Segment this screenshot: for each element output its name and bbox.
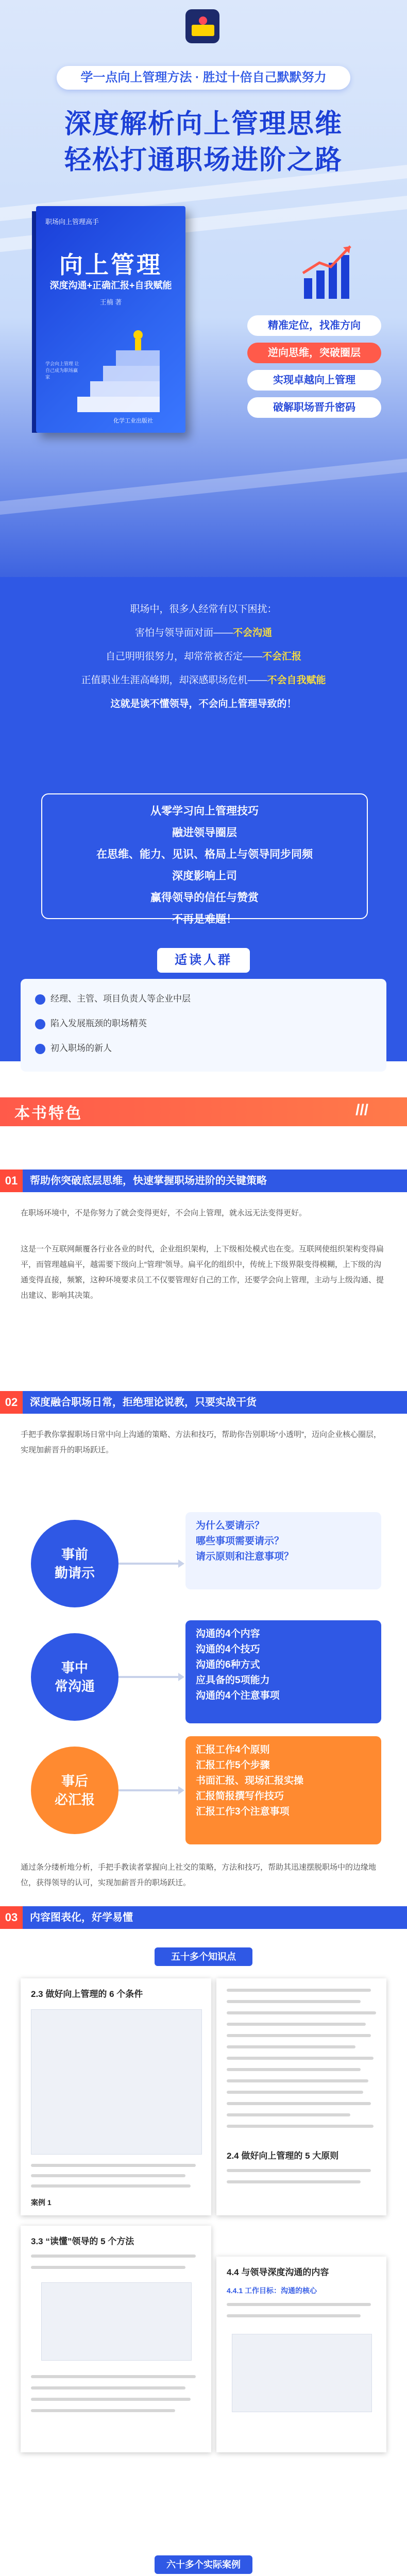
intro-line-emphasis: 不会自我赋能 bbox=[267, 675, 326, 686]
intro-line-text: 正值职业生涯高峰期，却深感职场危机—— bbox=[81, 675, 267, 686]
info-line: 应具备的5项能力 bbox=[196, 1675, 270, 1686]
sample-page-heading: 4.4 与领导深度沟通的内容 bbox=[227, 2267, 329, 2277]
book-blurb: 学会向上管理 让自己成为职场赢家 bbox=[45, 361, 79, 380]
reader-label: 经理、主管、项目负责人等企业中层 bbox=[50, 994, 191, 1004]
book-cover bbox=[36, 206, 185, 433]
brand-logo-icon bbox=[185, 9, 219, 43]
skill-line: 赢得领导的信任与赞赏 bbox=[150, 892, 259, 904]
features-label: 本书特色 bbox=[14, 1105, 82, 1122]
section-2-para-1: 手把手教你掌握职场日常中向上沟通的策略、方法和技巧，帮助你告别职场“小透明”，迈向企业核心圈层，实现加薪晋升的职场跃迁。 bbox=[21, 1430, 381, 1454]
sample-figure bbox=[41, 2282, 192, 2361]
text-line bbox=[31, 2164, 196, 2167]
intro-line-text: 自己明明很努力，却常常被否定—— bbox=[105, 651, 262, 662]
skill-line: 在思维、能力、见识、格局上与领导同步同频 bbox=[96, 849, 313, 860]
book-subtitle: 深度沟通+正确汇报+自我赋能 bbox=[49, 280, 172, 291]
hero-stripe bbox=[0, 453, 407, 519]
text-line bbox=[227, 2303, 371, 2306]
info-line: 为什么要请示？ bbox=[196, 1520, 265, 1531]
info-line: 请示原则和注意事项？ bbox=[196, 1551, 294, 1562]
sample-page bbox=[21, 2226, 211, 2452]
hero-pill: 精准定位，找准方向 bbox=[247, 315, 381, 336]
intro-line bbox=[0, 669, 407, 692]
circle-line: 事后 bbox=[61, 1773, 88, 1789]
features-slashes: /// bbox=[355, 1101, 369, 1118]
text-line bbox=[31, 2184, 191, 2188]
stage-info-after bbox=[185, 1736, 381, 1844]
features-header bbox=[0, 1087, 407, 1164]
text-line bbox=[31, 2398, 191, 2401]
sample-case-label: 案例 1 bbox=[31, 2198, 52, 2207]
info-line: 哪些事项需要请示？ bbox=[196, 1536, 284, 1547]
book-publisher: 化学工业出版社 bbox=[113, 418, 153, 424]
text-line bbox=[31, 2386, 185, 2389]
circle-line: 勤请示 bbox=[54, 1565, 95, 1581]
info-line: 汇报工作3个注意事项 bbox=[196, 1806, 290, 1817]
circle-line: 事前 bbox=[61, 1547, 88, 1562]
reader-item bbox=[35, 1016, 147, 1029]
reader-label: 陷入发展瓶颈的职场精英 bbox=[50, 1019, 147, 1028]
intro-line-text: 害怕与领导面对面—— bbox=[134, 628, 233, 638]
hero-pill-list bbox=[247, 315, 381, 425]
text-line bbox=[227, 1989, 371, 1992]
skills-list bbox=[42, 801, 367, 930]
text-line bbox=[227, 2000, 361, 2003]
text-line bbox=[227, 2034, 371, 2037]
text-line bbox=[31, 2266, 185, 2269]
hero-section bbox=[0, 0, 407, 577]
info-line: 沟通的6种方式 bbox=[196, 1659, 260, 1670]
cases-title: 六十多个实际案例 bbox=[155, 2555, 252, 2574]
text-line bbox=[227, 2079, 368, 2082]
section-number: 02 bbox=[0, 1391, 23, 1414]
intro-lines bbox=[0, 598, 407, 716]
text-line bbox=[227, 2180, 361, 2183]
text-line bbox=[31, 2255, 196, 2258]
section-header-1 bbox=[0, 1170, 407, 1194]
book-author: 王楠 著 bbox=[99, 298, 122, 306]
skill-line: 不再是难题！ bbox=[172, 913, 237, 925]
skill-line: 深度影响上司 bbox=[172, 870, 237, 882]
text-line bbox=[227, 2045, 355, 2048]
intro-line: 职场中，很多人经常有以下困扰： bbox=[130, 604, 277, 615]
person-icon bbox=[35, 1044, 45, 1054]
arrow-icon bbox=[118, 1789, 180, 1791]
section-1-para-2: 这是一个互联网颠覆各行业各业的时代，企业组织架构，上下级相处模式也在变。互联网使组织架构变得扁平，而管理越扁平，越需要下级向上“管理”领导。扁平化的组织中，传统上下级界限变得模糊，上下级的沟通变得直接，频繁，这种环境要求员工不仅要管理好自己的工作，还要学会向上管理，主动与上级沟通、提出建议、影响其决策。 bbox=[21, 1245, 384, 1300]
sample-page bbox=[216, 2257, 386, 2452]
intro-section bbox=[0, 577, 407, 948]
reader-item bbox=[35, 1041, 112, 1054]
info-line: 沟通的4个技巧 bbox=[196, 1644, 260, 1655]
intro-line bbox=[0, 621, 407, 645]
section-header-3 bbox=[0, 1906, 407, 1931]
sample-page-heading: 2.4 做好向上管理的 5 大原则 bbox=[227, 2151, 339, 2161]
sample-page bbox=[216, 1978, 386, 2215]
skills-box bbox=[41, 793, 368, 925]
sample-figure bbox=[232, 2334, 372, 2412]
info-line: 汇报工作4个原则 bbox=[196, 1744, 270, 1755]
info-line: 沟通的4个内容 bbox=[196, 1629, 260, 1639]
intro-line bbox=[0, 645, 407, 669]
person-icon bbox=[35, 994, 45, 1005]
book-tag: 职场向上管理高手 bbox=[45, 218, 99, 226]
samples-title: 五十多个知识点 bbox=[155, 1947, 252, 1966]
text-line bbox=[227, 2102, 371, 2105]
circle-line: 必汇报 bbox=[54, 1792, 95, 1807]
readers-title: 适读人群 bbox=[157, 948, 250, 973]
skill-line: 融进领导圈层 bbox=[172, 827, 237, 839]
hero-headline-1: 深度解析向上管理思维 bbox=[64, 109, 343, 139]
growth-chart-icon bbox=[299, 242, 355, 304]
info-line: 书面汇报、现场汇报实操 bbox=[196, 1775, 304, 1786]
book-title: 向上管理 bbox=[59, 251, 162, 278]
intro-line-emphasis: 不会汇报 bbox=[262, 651, 302, 662]
text-line bbox=[227, 2125, 374, 2128]
text-line bbox=[227, 2314, 361, 2317]
sample-figure bbox=[31, 2009, 202, 2155]
section-title: 帮助你突破底层思维，快速掌握职场进阶的关键策略 bbox=[23, 1170, 407, 1192]
sample-page bbox=[21, 1978, 211, 2215]
info-line: 汇报简报撰写作技巧 bbox=[196, 1791, 284, 1802]
stage-info-before bbox=[185, 1512, 381, 1589]
text-line bbox=[31, 2375, 196, 2378]
hero-headline-2: 轻松打通职场进阶之路 bbox=[64, 145, 343, 175]
info-line: 汇报工作5个步骤 bbox=[196, 1760, 270, 1771]
reader-label: 初入职场的新人 bbox=[50, 1043, 112, 1053]
text-line bbox=[31, 2409, 175, 2412]
text-line bbox=[227, 2057, 374, 2060]
stage-info-during bbox=[185, 1620, 381, 1723]
hero-pill: 实现卓越向上管理 bbox=[247, 370, 381, 391]
reader-item bbox=[35, 991, 191, 1005]
circle-line: 事中 bbox=[61, 1660, 88, 1675]
person-icon bbox=[35, 1019, 45, 1029]
stairs-illustration-icon bbox=[77, 325, 160, 412]
section-number: 03 bbox=[0, 1906, 23, 1929]
text-line bbox=[227, 2091, 363, 2094]
text-line bbox=[227, 2023, 366, 2026]
info-line: 沟通的4个注意事项 bbox=[196, 1690, 280, 1701]
intro-line-emphasis: 不会沟通 bbox=[233, 628, 273, 638]
text-line bbox=[227, 2068, 361, 2071]
text-line bbox=[227, 2169, 371, 2172]
sample-page-heading: 2.3 做好向上管理的 6 个条件 bbox=[31, 1989, 143, 1999]
sample-subheading: 4.4.1 工作目标：沟通的核心 bbox=[227, 2286, 317, 2295]
section-title: 内容图表化，好学易懂 bbox=[23, 1906, 407, 1929]
readers-box bbox=[21, 979, 386, 1072]
section-number: 01 bbox=[0, 1170, 23, 1192]
text-line bbox=[227, 2011, 376, 2014]
readers-section bbox=[0, 948, 407, 1061]
section-1-para-1: 在职场环境中，不是你努力了就会变得更好，不会向上管理，就永远无法变得更好。 bbox=[21, 1209, 307, 1217]
section-title: 深度融合职场日常，拒绝理论说教，只要实战干货 bbox=[23, 1391, 407, 1414]
text-line bbox=[31, 2174, 185, 2177]
section-2-para-2: 通过条分缕析地分析，手把手教读者掌握向上社交的策略，方法和技巧，帮助其迅速摆脱职场中的边缘地位，获得领导的认可，实现加薪晋升的职场跃迁。 bbox=[21, 1863, 377, 1887]
stage-circle-after bbox=[31, 1747, 118, 1834]
arrow-icon bbox=[118, 1676, 180, 1678]
text-line bbox=[227, 2113, 350, 2116]
arrow-icon bbox=[118, 1563, 180, 1565]
hero-pill: 逆向思维，突破圈层 bbox=[247, 343, 381, 363]
section-header-2 bbox=[0, 1391, 407, 1416]
sample-page-heading: 3.3 “读懂”领导的 5 个方法 bbox=[31, 2236, 134, 2246]
intro-line: 这就是读不懂领导，不会向上管理导致的！ bbox=[110, 699, 297, 709]
stage-circle-during bbox=[31, 1633, 118, 1721]
skill-line: 从零学习向上管理技巧 bbox=[150, 805, 259, 817]
circle-line: 常沟通 bbox=[54, 1679, 95, 1694]
hero-pill: 破解职场晋升密码 bbox=[247, 397, 381, 418]
stage-circle-before bbox=[31, 1520, 118, 1607]
hero-slogan: 学一点向上管理方法 · 胜过十倍自己默默努力 bbox=[57, 66, 350, 90]
